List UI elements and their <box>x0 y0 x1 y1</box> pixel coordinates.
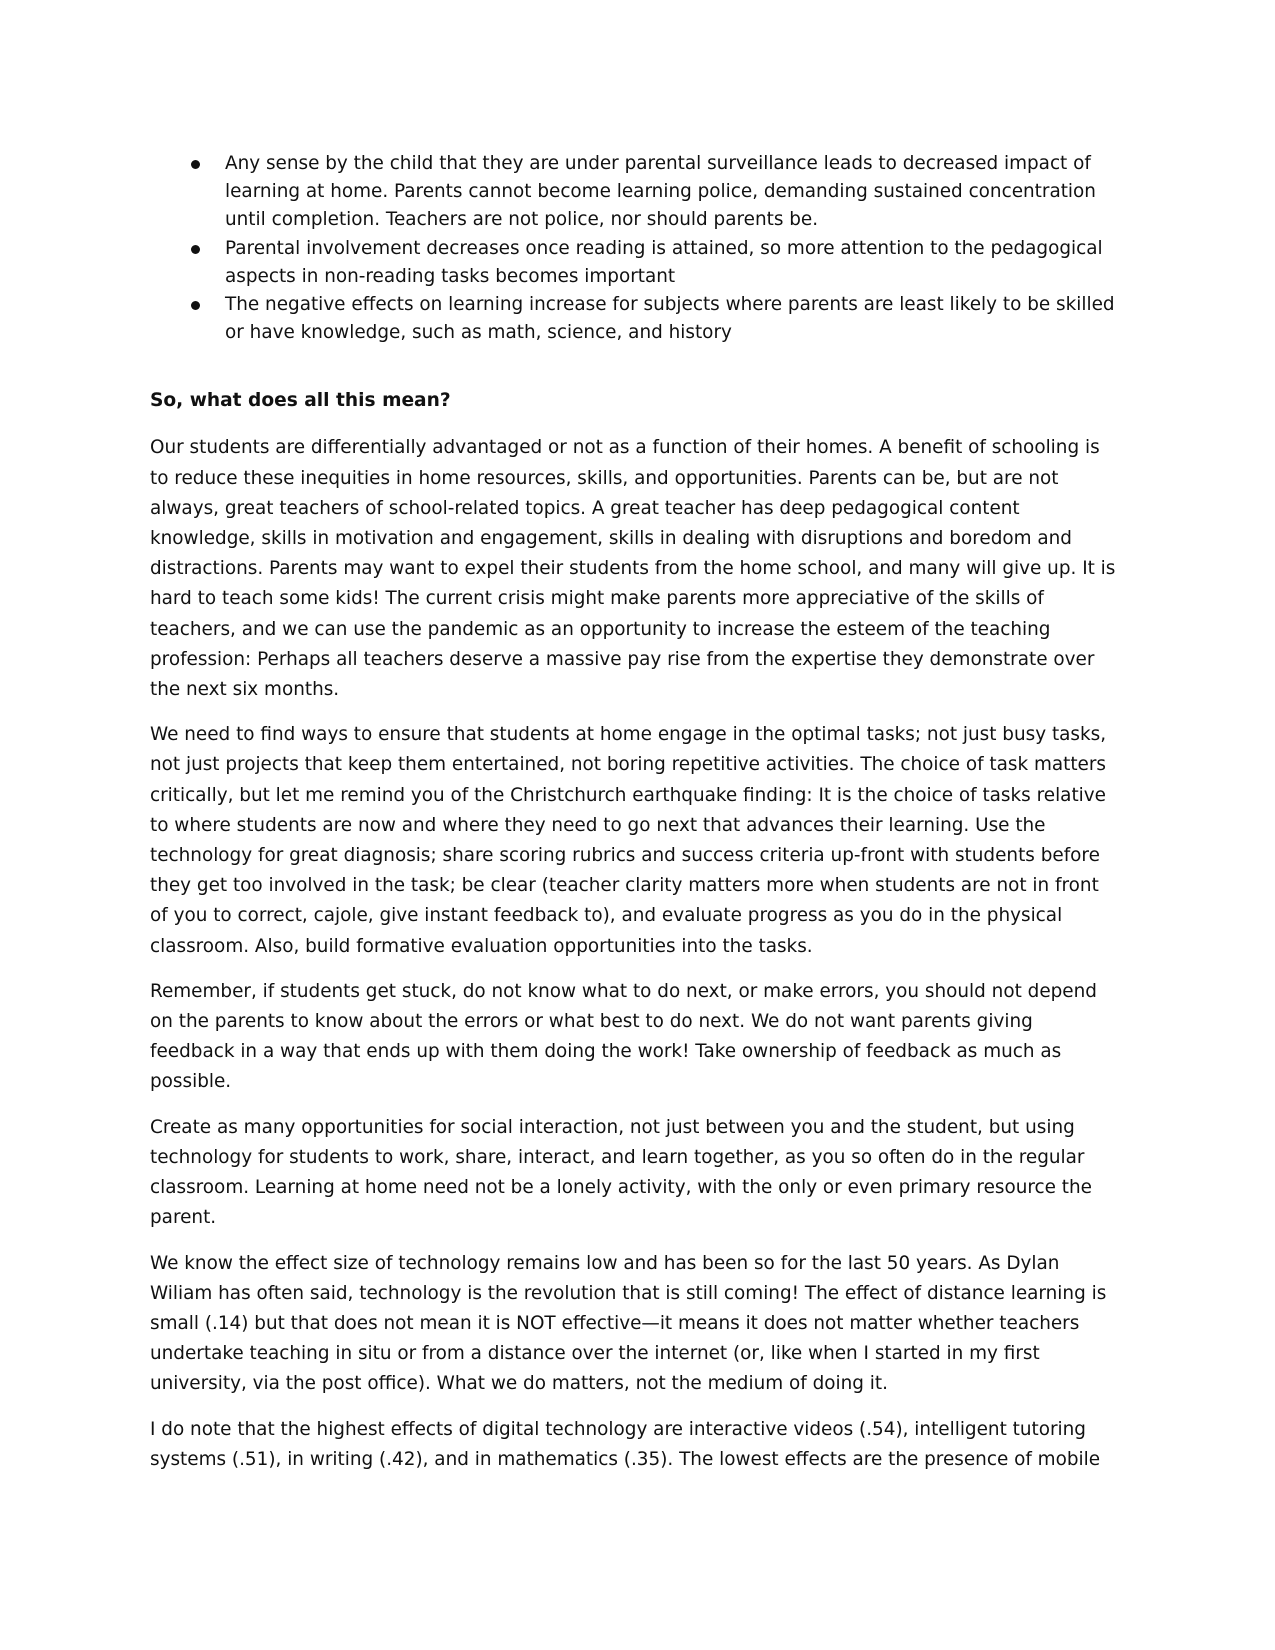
bullet-item <box>150 235 1120 291</box>
bullet-list <box>150 150 1120 347</box>
paragraph: Our students are differentially advantaged or not as a function of their homes. A benefit of schooling is to reduce these inequities in home resources, skills, and opportunities. Parents can be, but are not always, great teachers of school-related topics. A great teacher has deep pedagogical content knowledge, skills in motivation and engagement, skills in dealing with disruptions and boredom and distractions. Parents may want to expel their students from the home school, and many will give up. It is hard to teach some kids! The current crisis might make parents more appreciative of the skills of teachers, and we can use the pandemic as an opportunity to increase the esteem of the teaching profession: Perhaps all teachers deserve a massive pay rise from the expertise they demonstrate over the next six months. <box>150 437 1116 701</box>
document-body <box>150 150 1120 1475</box>
bullet-text: Any sense by the child that they are under parental surveillance leads to decreased impact of learning at home. Parents cannot become learning police, demanding sustained concentration until completion. Teachers are not police, nor should parents be. <box>225 153 1096 231</box>
bullet-icon <box>191 160 200 169</box>
bullet-text: The negative effects on learning increase for subjects where parents are least likely to be skilled or have knowledge, such as math, science, and history <box>225 294 1115 344</box>
paragraph: We know the effect size of technology remains low and has been so for the last 50 years. As Dylan Wiliam has often said, technology is the revolution that is still coming! The effect of distance learning is small (.14) but that does not mean it is NOT effective—it means it does not matter whether teachers undertake teaching in situ or from a distance over the internet (or, like when I started in my first university, via the post office). What we do matters, not the medium of doing it. <box>150 1252 1107 1395</box>
paragraph: Remember, if students get stuck, do not know what to do next, or make errors, you should not depend on the parents to know about the errors or what best to do next. We do not want parents giving feedback in a way that ends up with them doing the work! Take ownership of feedback as much as possible. <box>150 980 1097 1093</box>
bullet-icon <box>191 245 200 254</box>
paragraph: I do note that the highest effects of digital technology are interactive videos (.54), intelligent tutoring systems (.51), in writing (.42), and in mathematics (.35). The lowest effects are the presence of mobile <box>150 1418 1101 1470</box>
paragraph: We need to find ways to ensure that students at home engage in the optimal tasks; not just busy tasks, not just projects that keep them entertained, not boring repetitive activities. The choice of task matters critically, but let me remind you of the Christchurch earthquake finding: It is the choice of tasks relative to where students are now and where they need to go next that advances their learning. Use the technology for great diagnosis; share scoring rubrics and success criteria up-front with students before they get too involved in the task; be clear (teacher clarity matters more when students are not in front of you to correct, cajole, give instant feedback to), and evaluate progress as you do in the physical classroom. Also, build formative evaluation opportunities into the tasks. <box>150 724 1107 957</box>
bullet-item <box>150 291 1120 347</box>
bullet-text: Parental involvement decreases once reading is attained, so more attention to the pedagogical aspects in non-reading tasks becomes important <box>225 237 1103 287</box>
section-heading: So, what does all this mean? <box>150 390 451 412</box>
bullet-item <box>150 150 1120 235</box>
paragraph: Create as many opportunities for social interaction, not just between you and the student, but using technology for students to work, share, interact, and learn together, as you so often do in the regular classroom. Learning at home need not be a lonely activity, with the only or even primary resource the parent. <box>150 1116 1092 1229</box>
bullet-icon <box>191 301 200 310</box>
